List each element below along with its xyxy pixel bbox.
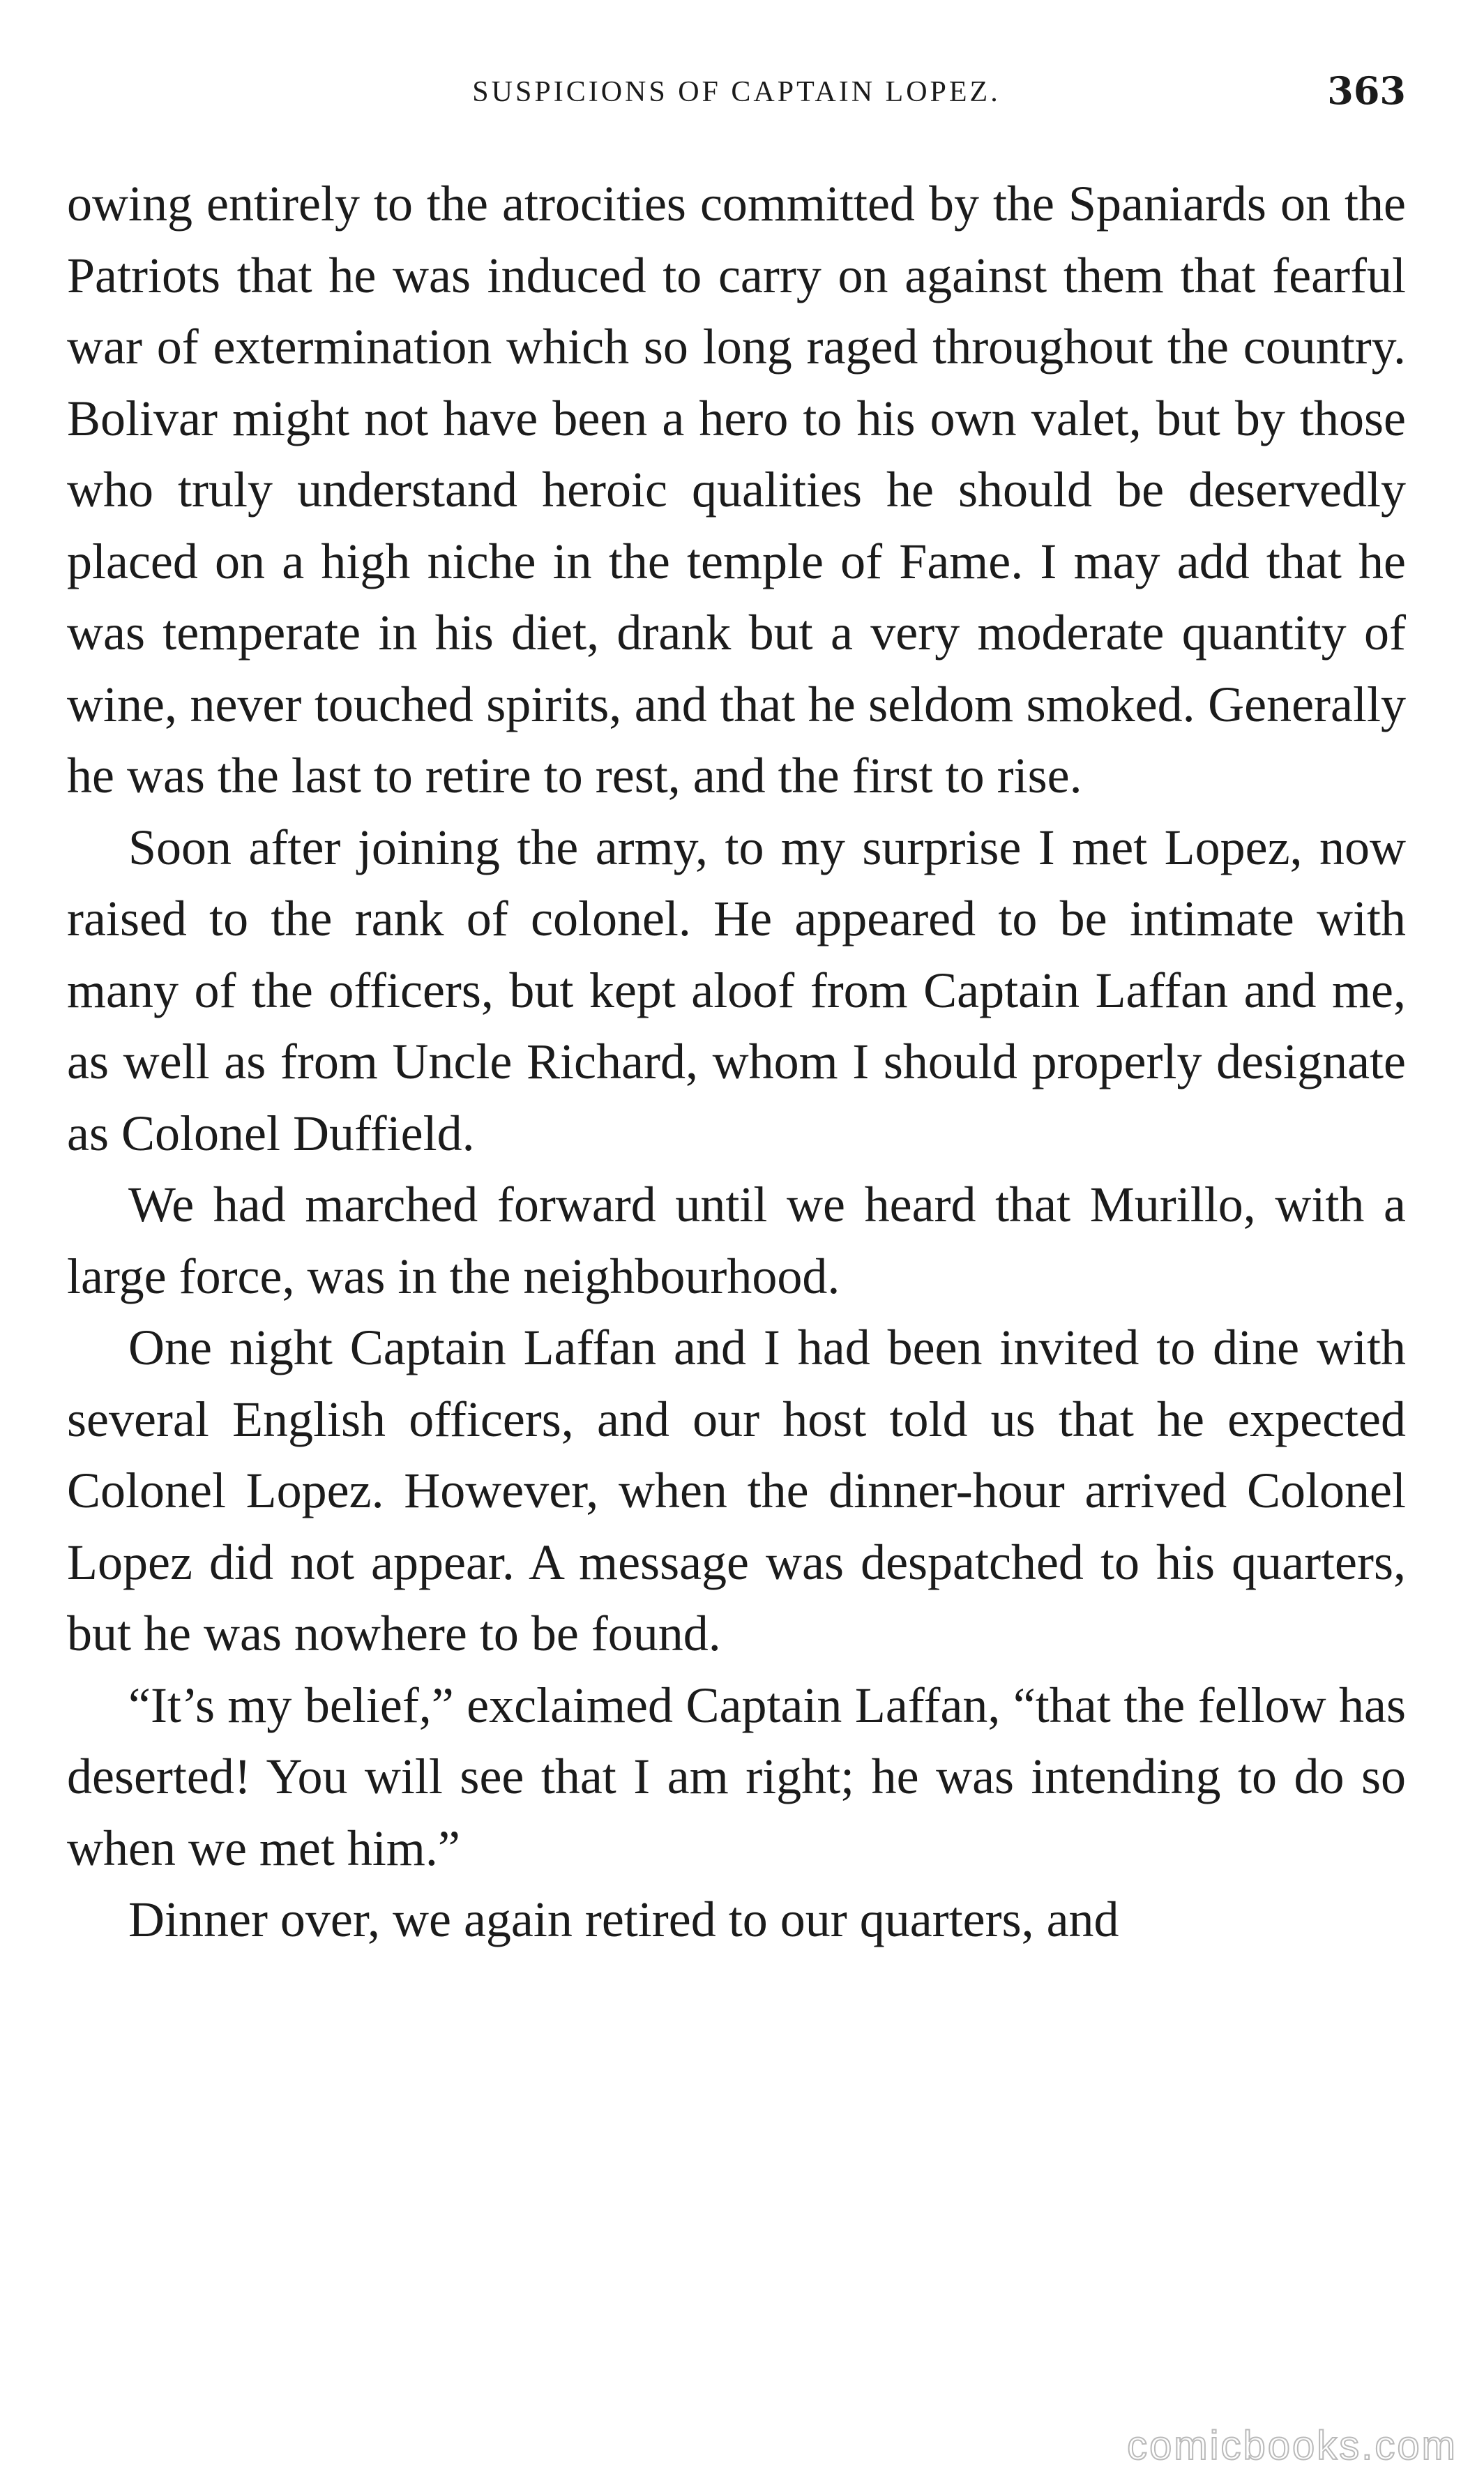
paragraph: owing entirely to the atrocities committed by the Spaniards on the Patriots that he was induced to carry on against them that fearful war of extermination which so long raged throughout the country. Bolivar might not have been a hero to his own valet, but by those who truly understand heroic qualities he should be deservedly placed on a high niche in the temple of Fame. I may add that he was temperate in his diet, drank but a very moderate quantity of wine, never touched spirits, and that he seldom smoked. Generally he was the last to retire to rest, and the first to rise. (67, 176, 1406, 803)
page-number: 363 (1327, 68, 1406, 113)
paragraph: Soon after joining the army, to my surprise I met Lopez, now raised to the rank of colonel. He appeared to be intimate with many of the officers, but kept aloof from Captain Laffan and me, as well as from Uncle Richard, whom I should properly designate as Colonel Duffield. (67, 819, 1406, 1161)
running-title: SUSPICIONS OF CAPTAIN LOPEZ. (472, 76, 1001, 108)
paragraph: Dinner over, we again retired to our quarters, and (128, 1892, 1119, 1947)
book-page (67, 60, 1406, 2431)
paragraph: “It’s my belief,” exclaimed Captain Laffan, “that the fellow has deserted! You will see that I am right; he was intending to do so when we met him.” (67, 1677, 1406, 1876)
running-head (67, 60, 1406, 137)
body-text (67, 168, 1406, 1956)
paragraph: One night Captain Laffan and I had been invited to dine with several English officers, and our host told us that he expected Colonel Lopez. However, when the dinner-hour arrived Colonel Lopez did not appear. A message was despatched to his quarters, but he was nowhere to be found. (67, 1320, 1406, 1661)
paragraph: We had marched forward until we heard that Murillo, with a large force, was in the neighbourhood. (67, 1177, 1406, 1304)
watermark: comicbooks.com (1127, 2423, 1458, 2468)
